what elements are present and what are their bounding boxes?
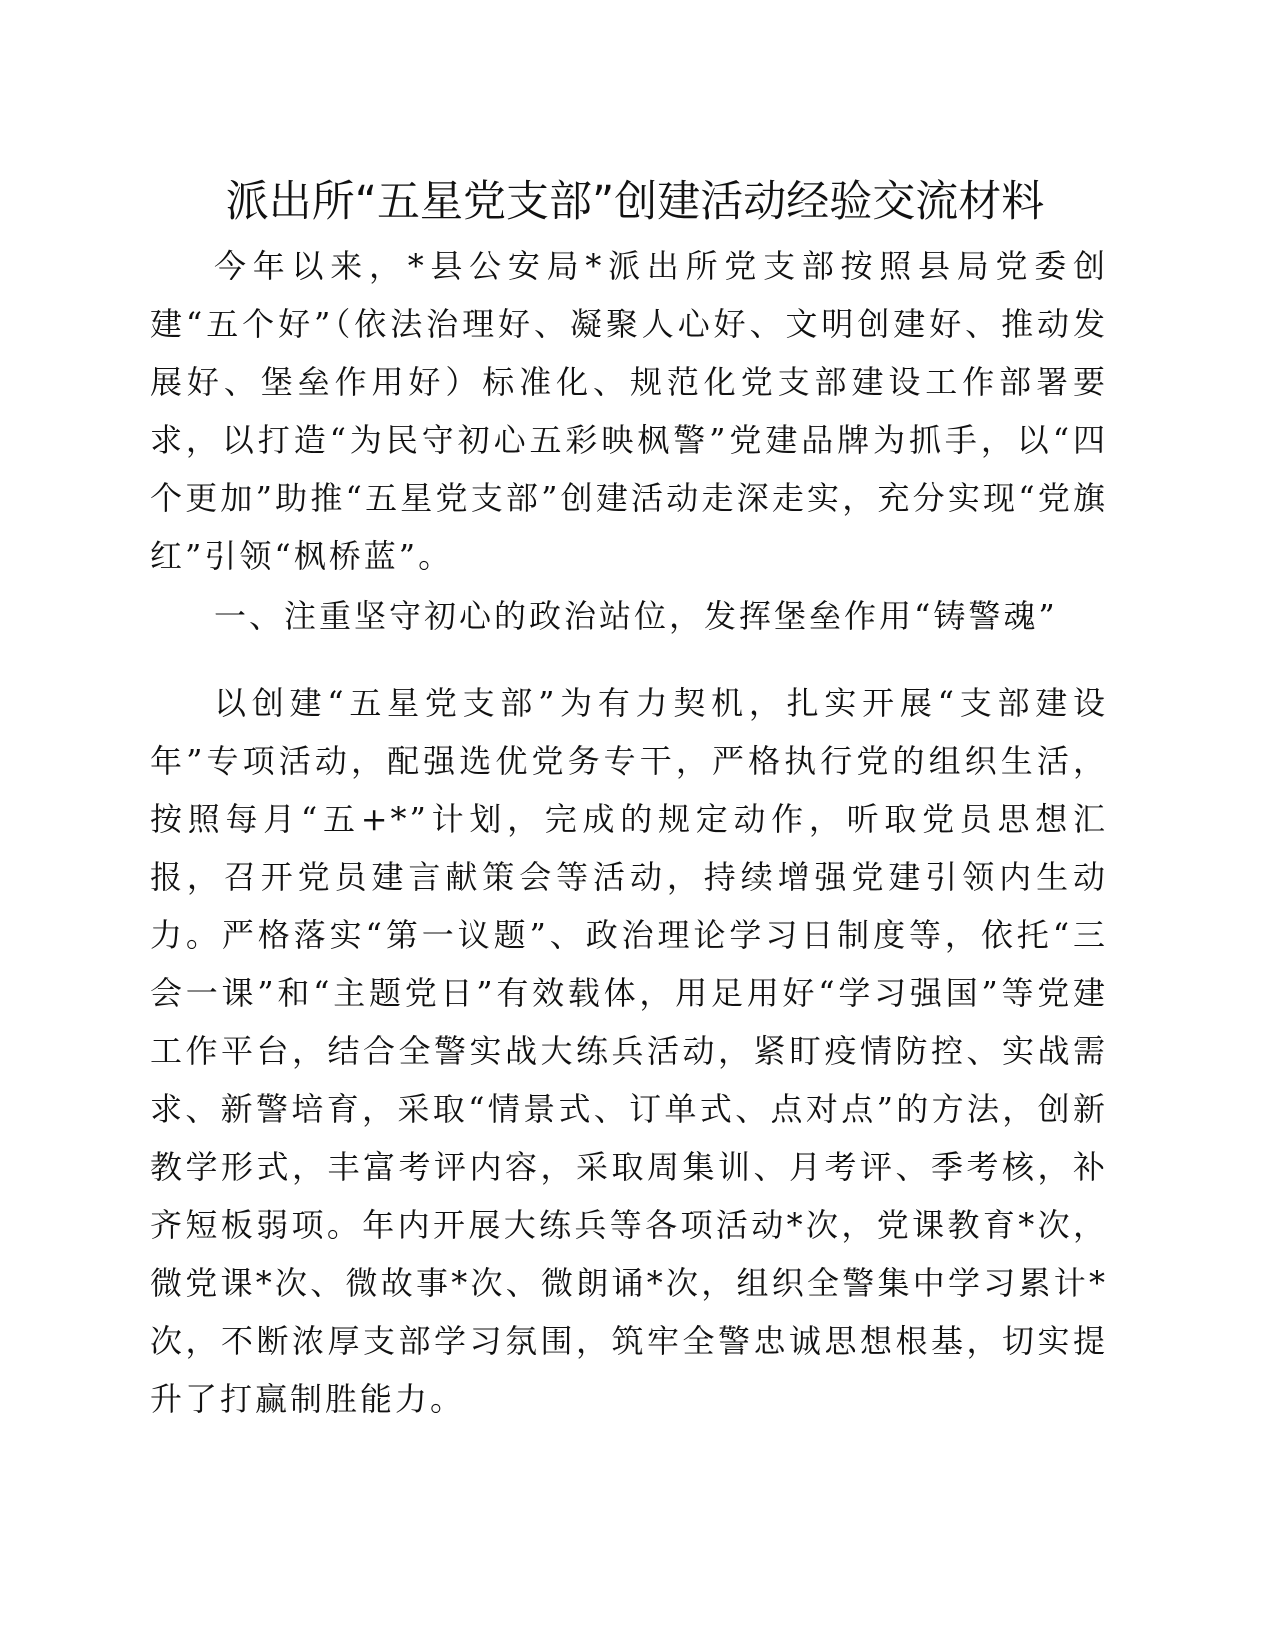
intro-paragraph: 今年以来，*县公安局*派出所党支部按照县局党委创建“五个好”（依法治理好、凝聚人心好、文明创建好、推动发展好、堡垒作用好）标准化、规范化党支部建设工作部署要求，以打造“为民守初心五彩映枫警”党建品牌为抓手，以“四个更加”助推“五星党支部”创建活动走深走实，充分实现“党旗红”引领“枫桥蓝”。 bbox=[150, 247, 1108, 575]
document-title: 派出所“五星党支部”创建活动经验交流材料 bbox=[225, 177, 1045, 227]
section-1-heading: 一、注重坚守初心的政治站位，发挥堡垒作用“铸警魂” bbox=[214, 597, 1058, 635]
section-1-paragraph: 以创建“五星党支部”为有力契机，扎实开展“支部建设年”专项活动，配强选优党务专干，严格执行党的组织生活，按照每月“五+*”计划，完成的规定动作，听取党员思想汇报，召开党员建言献策会等活动，持续增强党建引领内生动力。严格落实“第一议题”、政治理论学习日制度等，依托“三会一课”和“主题党日”有效载体，用足用好“学习强国”等党建工作平台，结合全警实战大练兵活动，紧盯疫情防控、实战需求、新警培育，采取“情景式、订单式、点对点”的方法，创新教学形式，丰富考评内容，采取周集训、月考评、季考核，补齐短板弱项。年内开展大练兵等各项活动*次，党课教育*次，微党课*次、微故事*次、微朗诵*次，组织全警集中学习累计*次，不断浓厚支部学习氛围，筑牢全警忠诚思想根基，切实提升了打赢制胜能力。 bbox=[150, 684, 1108, 1418]
